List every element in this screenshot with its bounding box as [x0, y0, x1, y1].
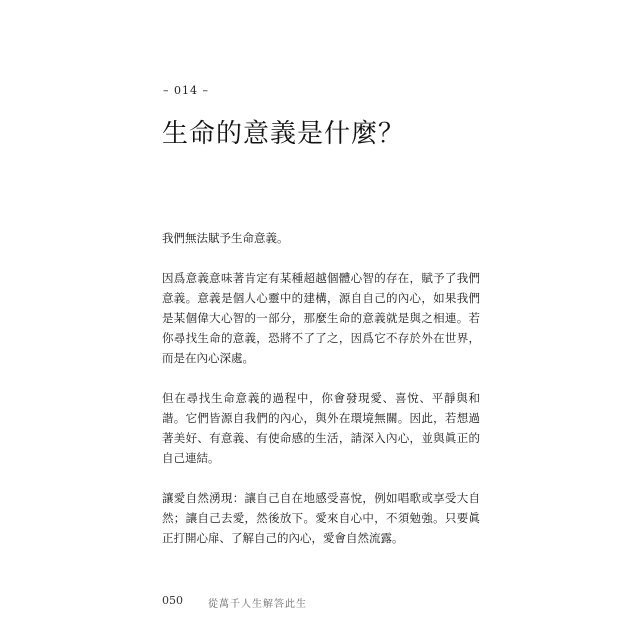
paragraph-4: 讓愛自然湧現：讓自己自在地感受喜悅，例如唱歌或享受大自然；讓自己去愛，然後放下。愛來自心中，不須勉強。只要眞正打開心扉、了解自己的內心，愛會自然流露。	[162, 491, 480, 545]
chapter-title: 生命的意義是什麼？	[162, 119, 406, 149]
running-footer-title: 從萬千人生解答此生	[208, 599, 307, 610]
page-number: 050	[162, 594, 183, 607]
body-text	[162, 228, 480, 568]
paragraph-2: 因爲意義意味著肯定有某種超越個體心智的存在，賦予了我們意義。意義是個人心靈中的建構，源自自己的內心，如果我們是某個偉大心智的一部分，那麼生命的意義就是與之相連。若你尋找生命的意義，恐將不了了之，因爲它不存於外在世界，而是在內心深處。	[162, 271, 480, 365]
paragraph-3: 但在尋找生命意義的過程中，你會發現愛、喜悅、平靜與和諧。它們皆源自我們的內心，與外在環境無關。因此，若想過著美好、有意義、有使命感的生活，請深入內心，並與眞正的自己連結。	[162, 391, 480, 465]
paragraph-1: 我們無法賦予生命意義。	[162, 231, 289, 245]
chapter-number: – 014 –	[163, 84, 209, 97]
